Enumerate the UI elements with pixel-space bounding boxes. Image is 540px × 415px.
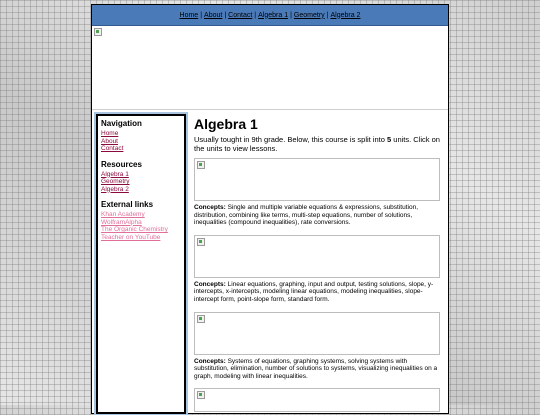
intro-text-start: Usually tought in 9th grade. Below, this course is split into — [194, 135, 388, 144]
sidebar — [96, 114, 186, 414]
unit-1-concepts — [194, 204, 440, 227]
broken-image-icon — [197, 161, 205, 169]
topnav-home-link[interactable]: Home — [179, 11, 199, 19]
topnav-separator: | — [326, 11, 329, 19]
topnav-separator: | — [224, 11, 227, 19]
sidebar-resources-section — [101, 160, 181, 194]
sidebar-about-link[interactable]: About — [101, 137, 118, 145]
broken-image-icon — [94, 28, 102, 36]
sidebar-external-heading: External links — [101, 200, 154, 209]
broken-image-icon — [197, 315, 205, 323]
sidebar-navigation-heading: Navigation — [101, 119, 142, 128]
unit-3-concepts — [194, 358, 440, 381]
topnav-separator: | — [254, 11, 257, 19]
top-navigation — [92, 5, 448, 26]
sidebar-organic-chemistry-link[interactable]: The Organic Chemistry Teacher on YouTube — [101, 226, 168, 241]
unit-1-concepts-text: Single and multiple variable equations & expressions, substitution, distribution, combining like terms, multi-step equations, number of solutions, inequalities (compound inequalities), rate conversions. — [194, 204, 419, 227]
banner — [92, 26, 448, 110]
sidebar-resources-heading: Resources — [101, 159, 142, 169]
content-columns — [92, 110, 448, 415]
sidebar-external-section — [101, 200, 181, 241]
broken-image-icon — [197, 391, 205, 399]
unit-2-concepts-text: Linear equations, graphing, input and output, testing solutions, slope, y-intercepts, x-intercepts, modeling linear equations, modeling inequalities, slope-intercept form, point-slope form, standard form. — [194, 280, 434, 303]
intro-text-end: units. Click on the units to view lessons. — [194, 135, 440, 153]
main-content — [186, 110, 448, 415]
sidebar-algebra2-link[interactable]: Algebra 2 — [101, 185, 129, 193]
unit-count: 5 — [387, 135, 392, 144]
sidebar-algebra1-link[interactable]: Algebra 1 — [101, 170, 129, 178]
unit-2-concepts — [194, 281, 440, 304]
course-intro — [194, 135, 440, 153]
sidebar-navigation-section — [101, 119, 181, 153]
broken-image-icon — [197, 238, 205, 246]
sidebar-contact-link[interactable]: Contact — [101, 145, 124, 152]
page-container — [91, 4, 449, 414]
concepts-label: Concepts: — [194, 280, 226, 288]
topnav-geometry-link[interactable]: Geometry — [293, 11, 325, 19]
topnav-algebra2-link[interactable]: Algebra 2 — [330, 11, 361, 19]
unit-4-image-link[interactable] — [194, 388, 440, 412]
topnav-about-link[interactable]: About — [204, 11, 223, 19]
topnav-separator: | — [290, 11, 292, 19]
topnav-contact-link[interactable]: Contact — [228, 11, 253, 19]
unit-3-image-link[interactable] — [194, 312, 440, 355]
page-title: Algebra 1 — [194, 116, 258, 132]
sidebar-khan-academy-link[interactable]: Khan Academy — [101, 211, 145, 218]
sidebar-home-link[interactable]: Home — [101, 130, 119, 137]
unit-2-image-link[interactable] — [194, 235, 440, 278]
unit-1-image-link[interactable] — [194, 158, 440, 201]
topnav-separator: | — [200, 11, 203, 19]
topnav-algebra1-link[interactable]: Algebra 1 — [258, 11, 289, 19]
concepts-label: Concepts: — [194, 204, 226, 211]
concepts-label: Concepts: — [194, 357, 226, 365]
sidebar-geometry-link[interactable]: Geometry — [101, 178, 130, 185]
unit-3-concepts-text: Systems of equations, graphing systems, solving systems with substitution, elimination, number of solutions to systems, visualizing inequalities on a graph, modeling with linear inequalities. — [194, 357, 438, 380]
sidebar-wolframalpha-link[interactable]: WolframAlpha — [101, 218, 142, 226]
